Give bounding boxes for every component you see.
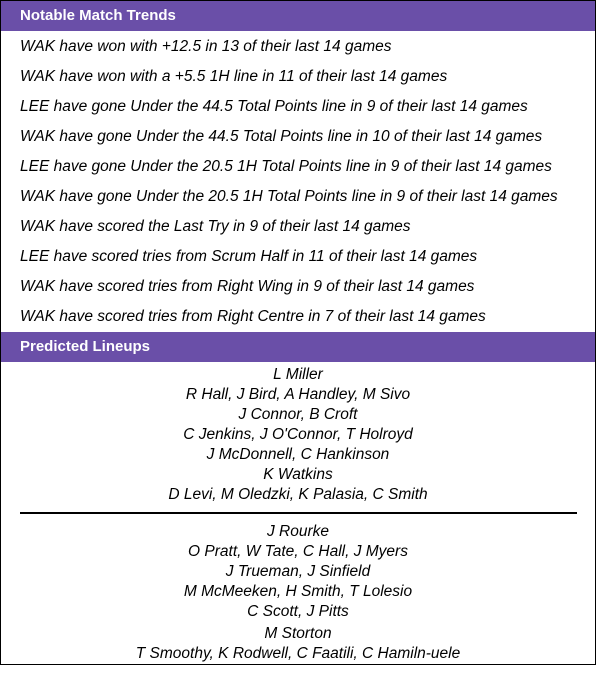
trends-list: [1, 31, 595, 332]
trend-item: WAK have gone Under the 20.5 1H Total Points line in 9 of their last 14 games: [20, 188, 558, 205]
trend-item: LEE have gone Under the 44.5 Total Points line in 9 of their last 14 games: [20, 98, 528, 115]
trend-item: LEE have gone Under the 20.5 1H Total Points line in 9 of their last 14 games: [20, 158, 552, 175]
trend-item: LEE have scored tries from Scrum Half in 11 of their last 14 games: [20, 248, 478, 265]
notable-match-trends-header: Notable Match Trends: [1, 1, 595, 31]
trend-item: WAK have won with +12.5 in 13 of their last 14 games: [20, 38, 392, 55]
lineup-row: J Rourke: [266, 523, 330, 540]
trend-item: WAK have scored the Last Try in 9 of their last 14 games: [20, 218, 411, 235]
trend-item: WAK have gone Under the 44.5 Total Points line in 10 of their last 14 games: [20, 128, 543, 145]
lineup-row: M Storton: [264, 625, 332, 642]
lineup-row: M McMeeken, H Smith, T Lolesio: [183, 583, 413, 600]
trend-item: WAK have scored tries from Right Centre in 7 of their last 14 games: [20, 308, 486, 325]
lineup-row: D Levi, M Oledzki, K Palasia, C Smith: [168, 486, 428, 503]
away-team-lineup: [1, 522, 595, 664]
lineup-row: C Scott, J Pitts: [247, 603, 349, 620]
lineup-row: K Watkins: [263, 466, 333, 483]
lineup-row: C Jenkins, J O'Connor, T Holroyd: [183, 426, 413, 443]
trend-item: WAK have scored tries from Right Wing in 9 of their last 14 games: [20, 278, 475, 295]
team-divider: [20, 512, 577, 514]
lineup-row: T Smoothy, K Rodwell, C Faatili, C Hamiln-uele: [135, 645, 461, 662]
predicted-lineups-header: Predicted Lineups: [1, 332, 595, 362]
lineup-row: L Miller: [273, 366, 323, 383]
lineup-row: J Connor, B Croft: [238, 406, 358, 423]
trend-item: WAK have won with a +5.5 1H line in 11 of their last 14 games: [20, 68, 448, 85]
lineup-row: J Trueman, J Sinfield: [225, 563, 371, 580]
lineups-section: [1, 362, 595, 664]
lineup-row: J McDonnell, C Hankinson: [206, 446, 390, 463]
lineup-row: O Pratt, W Tate, C Hall, J Myers: [188, 543, 408, 560]
lineup-row: R Hall, J Bird, A Handley, M Sivo: [185, 386, 411, 403]
home-team-lineup: [1, 365, 595, 505]
